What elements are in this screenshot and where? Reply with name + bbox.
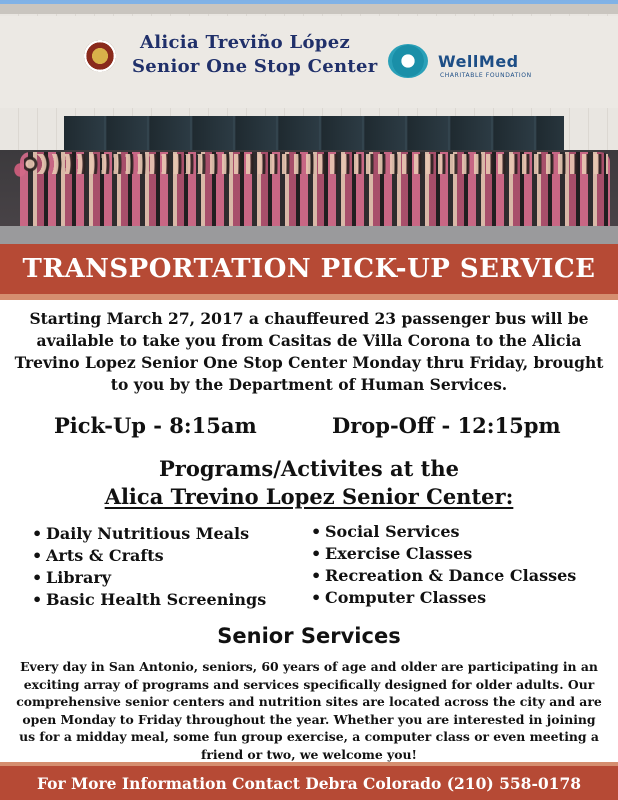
crowd-heads [24, 154, 608, 174]
programs-list-right [311, 521, 576, 609]
wellmed-subtitle: CHARITABLE FOUNDATION [440, 72, 532, 79]
ground [0, 226, 618, 244]
list-item: • Exercise Classes [311, 543, 576, 565]
senior-services-title: Senior Services [217, 624, 401, 648]
list-item: • Library [32, 567, 266, 589]
building-sign-line2: Senior One Stop Center [132, 56, 378, 77]
roof-line [0, 4, 618, 14]
list-item: • Basic Health Screenings [32, 589, 266, 611]
dropoff-time: Drop-Off - 12:15pm [332, 413, 561, 438]
list-item: • Daily Nutritious Meals [32, 523, 266, 545]
senior-services-body: Every day in San Antonio, seniors, 60 years of age and older are participating in an exciting array of programs and services specifically designed for older adults. Our comprehensive senior centers and nutrition sites are located across the city and are open Monday to Friday throughout the year. Whether you are interested in joining us for a midday meal, some fun group exercise, a computer class or even meeting a friend or two, we welcome you! [16, 659, 602, 762]
page-title: TRANSPORTATION PICK-UP SERVICE [22, 254, 596, 284]
programs-list-left [32, 523, 266, 611]
programs-subheading-text: Alica Trevino Lopez Senior Center: [104, 484, 514, 509]
programs-heading: Programs/Activites at the [158, 456, 459, 481]
contact-info: For More Information Contact Debra Colorado (210) 558-0178 [36, 773, 582, 793]
list-item: • Computer Classes [311, 587, 576, 609]
pickup-time: Pick-Up - 8:15am [54, 413, 257, 438]
wellmed-name: WellMed [438, 52, 519, 71]
building-sign-line1: Alicia Treviño López [140, 32, 350, 53]
title-banner [0, 244, 618, 294]
footer-banner [0, 766, 618, 800]
city-seal-icon [84, 40, 116, 72]
list-item: • Social Services [311, 521, 576, 543]
banner-divider [0, 294, 618, 300]
header-photo [0, 0, 618, 244]
list-item: • Arts & Crafts [32, 545, 266, 567]
list-item: • Recreation & Dance Classes [311, 565, 576, 587]
intro-paragraph: Starting March 27, 2017 a chauffeured 23 passenger bus will be available to take you from Casitas de Villa Corona to the Alicia Trevino Lopez Senior One Stop Center Monday thru Friday, brought to you by the Department of Human Services. [14, 309, 604, 394]
programs-subheading [0, 484, 618, 509]
wellmed-logo-icon [388, 44, 428, 78]
